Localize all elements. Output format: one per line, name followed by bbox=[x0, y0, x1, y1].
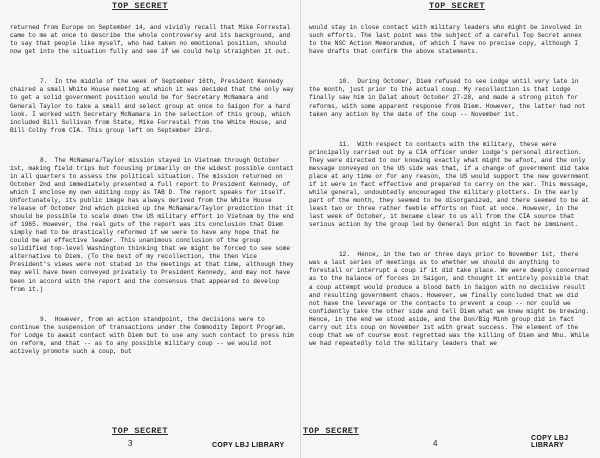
paragraph-10: 10. During October, Diem refused to see Lodge until very late in the month, just prior to the actual coup. My recollection is that Lodge finally saw him in Dalat about October 27-28, and made a strong pitch for reforms, with some apparent response from Diem. However, the latter had not taken any action by the date of the coup -- November 1st. bbox=[309, 78, 590, 118]
paragraph-7: 7. In the middle of the week of September 16th, President Kennedy chaired a small White House meeting at which it was decided that the only way to get a solid government position would be for Secretary McNamara and General Taylor to take a small and select group at once to Saigon for a hard look. I worked with Secretary McNamara in the selection of this group, which included Bill Sullivan from State, Mike Forrestal from the White House, and Bill Colby from CIA. This group left on September 23rd. bbox=[10, 78, 298, 134]
page-number: 3 bbox=[128, 439, 133, 448]
paragraph-8: 8. The McNamara/Taylor mission stayed in Vietnam through October 1st, making field trips but focusing primarily on the widest possible contact in all quarters to assess the political situation. The mission returned on October 2nd and immediately presented a full report to President Kennedy, of which I enclose my own editing copy as TAB D. The report speaks for itself. Unfortunately, its public image has always derived from the White House release of October 2nd which picked up the McNamara/Taylor prediction that it should be possible to scale down the US military effort in Vietnam by the end of 1965. However, the real guts of the report was its conclusion that Diem simply had to be drastically reformed if we were to have any hope that he could be an effective leader. This unanimous conclusion of the group solidified top-level Washington thinking that we might be forced to see some alternative to Diem. (To the best of my recollection, the then Vice President's views were not stated in the meetings at that time, although they may well have been conveyed privately to President Kennedy, and may not have been in accord with the report and the consensus that appeared to develop from it.) bbox=[10, 156, 298, 293]
library-stamp: COPY LBJ LIBRARY bbox=[212, 442, 285, 449]
paragraph-9: 9. However, from an action standpoint, the decisions were to continue the suspension of transactions under the Commodity Import Program, for Lodge to await contact with Diem but to use any such contact to press him on reform, and that -- as to any possible military coup -- we would not actively promote such a coup, but bbox=[10, 315, 298, 355]
classification-stamp-top: TOP SECRET bbox=[112, 1, 169, 11]
library-stamp: COPY LBJ LIBRARY bbox=[531, 435, 569, 449]
document-page-right bbox=[300, 0, 600, 458]
page-body-text bbox=[309, 8, 592, 370]
classification-stamp-bottom: TOP SECRET bbox=[303, 426, 360, 436]
classification-stamp-top: TOP SECRET bbox=[429, 1, 486, 11]
paragraph-11: 11. With respect to contacts with the military, these were principally carried out by a CIA officer under Lodge's personal direction. They were directed to our knowing exactly what might be afoot, and the only message conveyed on the US side was that, if a change of government did take place at any time or for any reason, the US would support the new government if it were in fact effective and prepared to carry on the war. This message, while general, undoubtedly encouraged the military plotters. In the early part of the month, they seemed to be disorganized, and there seemed to be at least two or three rather feeble efforts on foot at once. However, in the last week of October, it became clear to us all from the CIA source that serious action by the group led by General Don might in fact be imminent. bbox=[309, 140, 593, 229]
paragraph-continuation: returned from Europe on September 14, and vividly recall that Mike Forrestal came to me at once to describe the whole controversy and its background, and to say that people like myself, who had taken no emotional position, should now get into the situation fully and see if we could help straighten it out. bbox=[10, 24, 294, 56]
paragraph-12: 12. Hence, in the two or three days prior to November 1st, there was a last series of meetings as to whether we should do anything to forestall or interrupt a coup if it did take place. We were deeply concerned as to the balance of forces in Saigon, and thought it entirely possible that a coup attempt would produce a blood bath in Saigon with no decisive result and resulting government chaos. However, we finally concluded that we did not have the leverage or the contacts to prevent a coup -- nor could we confidently take the other side and tell Diem what we knew might be brewing. Hence, in the end we stood aside, and the Don/Big Minh group did in fact carry out its coup on November 1st with great success. The element of the coup that we of course most regretted was the killing of Diem and Nhu. While we had repeatedly told the military leaders that we bbox=[309, 251, 593, 347]
classification-stamp-bottom: TOP SECRET bbox=[112, 426, 169, 436]
paragraph-continuation: would stay in close contact with military leaders who might be involved in such efforts. The last point was the subject of a careful Top Secret annex to the NSC Action Memorandum, of which I have no precise copy, although I have drafts that confirm the above statements. bbox=[309, 24, 586, 56]
page-body-text bbox=[10, 8, 298, 378]
page-number: 4 bbox=[433, 439, 438, 448]
